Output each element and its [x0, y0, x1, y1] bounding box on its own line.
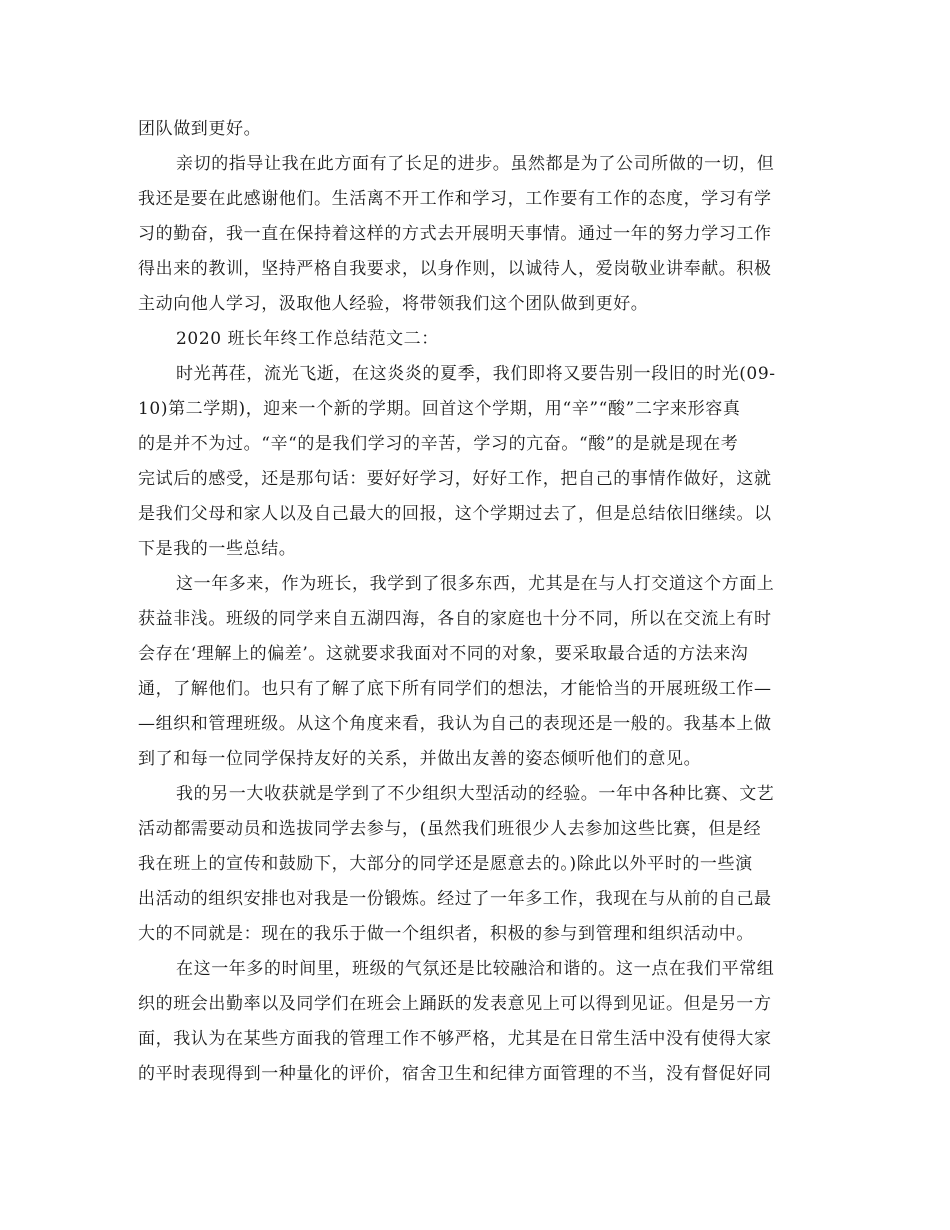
text-line: 团队做到更好。: [138, 119, 262, 139]
section-heading: 2020 班长年终工作总结范文二：: [176, 329, 439, 349]
text-line: 获益非浅。班级的同学来自五湖四海，各自的家庭也十分不同，所以在交流上有时: [138, 609, 772, 629]
text-line: 时光苒荏，流光飞逝，在这炎炎的夏季，我们即将又要告别一段旧的时光(09-: [176, 364, 776, 384]
text-line: 10)第二学期)，迎来一个新的学期。回首这个学期，用“辛”“酸”二字来形容真: [138, 399, 741, 419]
text-line: 到了和每一位同学保持友好的关系，并做出友善的姿态倾听他们的意见。: [138, 749, 702, 769]
text-line: 下是我的一些总结。: [138, 539, 297, 559]
text-line: 的是并不为过。“辛“的是我们学习的辛苦，学习的亢奋。“酸”的是就是现在考: [138, 434, 739, 454]
text-line: 得出来的教训，坚持严格自我要求，以身作则，以诚待人，爱岗敬业讲奉献。积极: [138, 259, 772, 279]
text-line: 通，了解他们。也只有了解了底下所有同学们的想法，才能恰当的开展班级工作—: [138, 679, 772, 699]
text-line: 的平时表现得到一种量化的评价，宿舍卫生和纪律方面管理的不当，没有督促好同: [138, 1064, 772, 1084]
text-line: 习的勤奋，我一直在保持着这样的方式去开展明天事情。通过一年的努力学习工作: [138, 224, 772, 244]
text-line: —组织和管理班级。从这个角度来看，我认为自己的表现还是一般的。我基本上做: [138, 714, 772, 734]
text-line: 我的另一大收获就是学到了不少组织大型活动的经验。一年中各种比赛、文艺: [176, 784, 775, 804]
text-line: 我还是要在此感谢他们。生活离不开工作和学习，工作要有工作的态度，学习有学: [138, 189, 772, 209]
text-line: 织的班会出勤率以及同学们在班会上踊跃的发表意见上可以得到见证。但是另一方: [138, 994, 772, 1014]
text-line: 出活动的组织安排也对我是一份锻炼。经过了一年多工作，我现在与从前的自己最: [138, 889, 772, 909]
text-line: 会存在‘理解上的偏差’。这就要求我面对不同的对象，要采取最合适的方法来沟: [138, 644, 749, 664]
text-line: 这一年多来，作为班长，我学到了很多东西，尤其是在与人打交道这个方面上: [176, 574, 775, 594]
text-line: 亲切的指导让我在此方面有了长足的进步。虽然都是为了公司所做的一切，但: [176, 154, 775, 174]
text-line: 主动向他人学习，汲取他人经验，将带领我们这个团队做到更好。: [138, 294, 649, 314]
text-line: 大的不同就是：现在的我乐于做一个组织者，积极的参与到管理和组织活动中。: [138, 924, 754, 944]
text-line: 完试后的感受，还是那句话：要好好学习，好好工作，把自己的事情作做好，这就: [138, 469, 772, 489]
text-line: 是我们父母和家人以及自己最大的回报，这个学期过去了，但是总结依旧继续。以: [138, 504, 772, 524]
text-line: 面，我认为在某些方面我的管理工作不够严格，尤其是在日常生活中没有使得大家: [138, 1029, 772, 1049]
text-line: 在这一年多的时间里，班级的气氛还是比较融洽和谐的。这一点在我们平常组: [176, 959, 775, 979]
text-line: 活动都需要动员和选拔同学去参与，(虽然我们班很少人去参加这些比赛，但是经: [138, 819, 762, 839]
text-line: 我在班上的宣传和鼓励下，大部分的同学还是愿意去的。)除此以外平时的一些演: [138, 854, 753, 874]
